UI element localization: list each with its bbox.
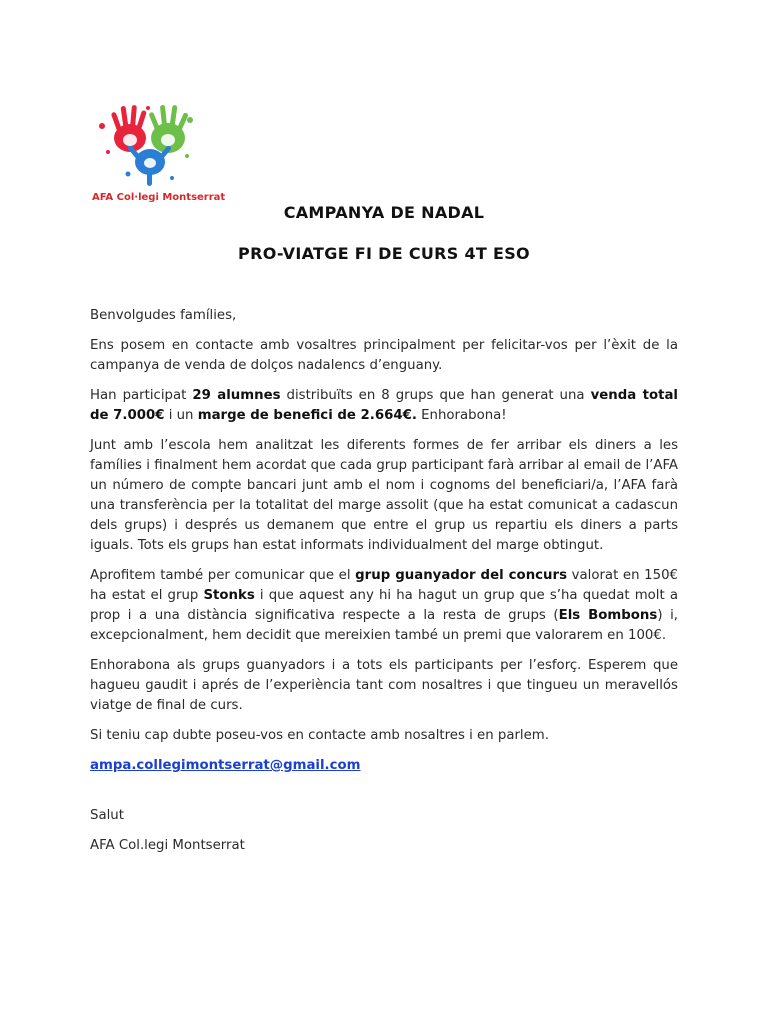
- email-link[interactable]: ampa.collegimontserrat@gmail.com: [90, 758, 361, 773]
- letter-body: [90, 306, 678, 866]
- title-line-1: CAMPANYA DE NADAL: [283, 203, 485, 222]
- greeting: Benvolgudes famílies,: [90, 308, 237, 323]
- spacer: [90, 786, 678, 806]
- afa-logo: [92, 100, 226, 208]
- paragraph-1: Ens posem en contacte amb vosaltres principalment per felicitar-vos per l’èxit de la campanya de venda de dolços nadalencs d’enguany.: [90, 338, 678, 373]
- title-line-2: PRO-VIATGE FI DE CURS 4T ESO: [238, 244, 530, 263]
- email-paragraph: [90, 756, 678, 776]
- paragraph-3: Junt amb l’escola hem analitzat les diferents formes de fer arribar els diners a les famílies i finalment hem acordat que cada grup participant farà arribar al email de l’AFA un número de compte bancari junt amb el nom i cognoms del beneficiari/a, l’AFA farà una transferència per la totalitat del marge assolit (que ha estat comunicat a cadascun dels grups) i després us demanem que entre el grup us repartiu els diners a parts iguals. Tots els grups han estat informats individualment del marge obtingut.: [90, 438, 678, 553]
- closing: Salut: [90, 808, 124, 823]
- signature: AFA Col.legi Montserrat: [90, 838, 245, 853]
- paragraph-4: Aprofitem també per comunicar que el grup guanyador del concurs valorat en 150€ ha estat el grup Stonks i que aquest any hi ha hagut un grup que s’ha quedat molt a prop i a una distància significativa respecte a la resta de grups (Els Bombons) i, excepcionalment, hem decidit que mereixien també un premi que valorarem en 100€.: [90, 568, 678, 643]
- paragraph-5: Enhorabona als grups guanyadors i a tots els participants per l’esforç. Esperem que hagueu gaudit i aprés de l’experiència tant com nosaltres i que tingueu un meravellós viatge de final de curs.: [90, 658, 678, 713]
- logo-caption: AFA Col·legi Montserrat: [92, 192, 226, 203]
- paragraph-2: Han participat 29 alumnes distribuïts en 8 grups que han generat una venda total de 7.000€ i un marge de benefici de 2.664€. Enhorabona!: [90, 388, 678, 423]
- painted-hands-icon: [92, 100, 222, 190]
- paragraph-6: Si teniu cap dubte poseu-vos en contacte amb nosaltres i en parlem.: [90, 728, 549, 743]
